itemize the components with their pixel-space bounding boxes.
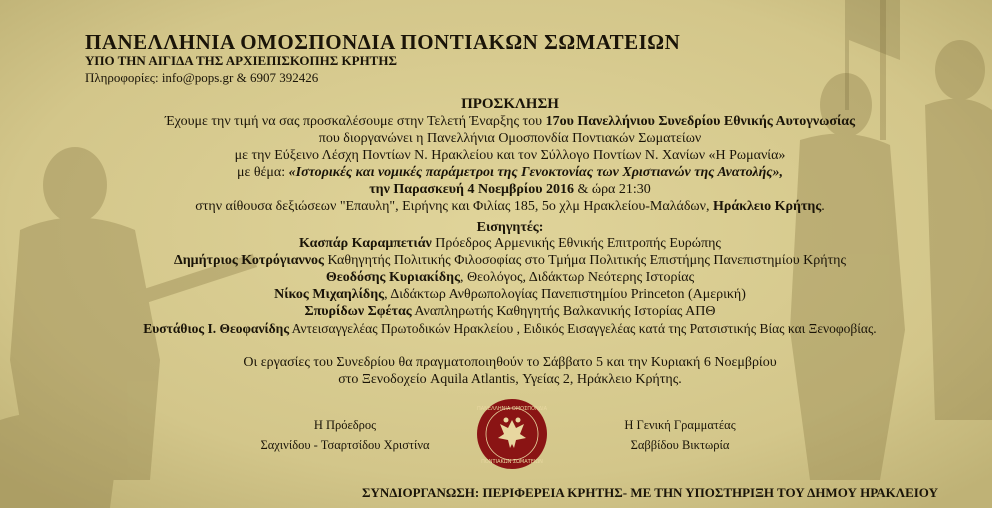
speaker-line	[150, 286, 870, 303]
event-date: την Παρασκευή 4 Νοεμβρίου 2016	[369, 182, 574, 197]
federation-title: ΠΑΝΕΛΛΗΝΙΑ ΟΜΟΣΠΟΝΔΙΑ ΠΟΝΤΙΑΚΩΝ ΣΩΜΑΤΕΙΩΝ	[85, 30, 681, 54]
federation-subtitle: ΥΠΟ ΤΗΝ ΑΙΓΙΔΑ ΤΗΣ ΑΡΧΙΕΠΙΣΚΟΠΗΣ ΚΡΗΤΗΣ	[85, 53, 397, 68]
invitation-line-1	[150, 113, 870, 130]
speaker-role: Πρόεδρος Αρμενικής Εθνικής Επιτροπής Ευρώπης	[431, 236, 721, 251]
invitation-line-3: με την Εύξεινο Λέσχη Ποντίων Ν. Ηρακλείου και τον Σύλλογο Ποντίων Ν. Χανίων «Η Ρωμανία»	[234, 148, 786, 163]
speaker-name: Σπυρίδων Σφέτας	[304, 304, 412, 319]
speaker-role: Αναπληρωτής Καθηγητής Βαλκανικής Ιστορίας ΑΠΘ	[411, 304, 716, 319]
invitation-line-2: που διοργανώνει η Πανελλήνια Ομοσπονδία Ποντιακών Σωματείων	[318, 131, 702, 146]
invitation-line-5	[150, 181, 870, 198]
speaker-role: Καθηγητής Πολιτικής Φιλοσοφίας στο Τμήμα Πολιτικής Επιστήμης Πανεπιστημίου Κρήτης	[323, 253, 847, 268]
theme-label: με θέμα:	[236, 165, 289, 180]
contact-info: Πληροφορίες: info@pops.gr & 6907 392426	[85, 70, 319, 85]
speaker-line	[150, 235, 870, 252]
speaker-role: , Διδάκτωρ Ανθρωπολογίας Πανεπιστημίου Princeton (Αμερική)	[384, 287, 746, 302]
speaker-name: Θεοδόσης Κυριακίδης	[325, 270, 460, 285]
schedule-line-2: στο Ξενοδοχείο Aquila Atlantis, Υγείας 2, Ηράκλειο Κρήτης.	[338, 372, 682, 387]
president-name: Σαχινίδου - Τσαρτσίδου Χριστίνα	[260, 438, 430, 452]
speakers-heading: Εισηγητές:	[476, 220, 544, 235]
svg-text:ΠΑΝΕΛΛΗΝΙΑ ΟΜΟΣΠΟΝΔΙΑ: ΠΑΝΕΛΛΗΝΙΑ ΟΜΟΣΠΟΝΔΙΑ	[477, 406, 547, 412]
speaker-name: Δημήτριος Κοτρόγιαννος	[173, 253, 324, 268]
svg-text:ΠΟΝΤΙΑΚΩΝ ΣΩΜΑΤΕΙΩΝ: ΠΟΝΤΙΑΚΩΝ ΣΩΜΑΤΕΙΩΝ	[481, 459, 543, 465]
secretary-title: Η Γενική Γραμματέας	[624, 418, 736, 432]
invitation-line-4	[150, 164, 870, 181]
speaker-line	[150, 269, 870, 286]
congress-name: 17ου Πανελλήνιου Συνεδρίου Εθνικής Αυτογνωσίας	[545, 114, 856, 129]
federation-seal	[476, 398, 548, 470]
speaker-name: Ευστάθιος Ι. Θεοφανίδης	[143, 321, 290, 336]
theme-title: «Ιστορικές και νομικές παράμετροι της Γενοκτονίας των Χριστιανών της Ανατολής»,	[288, 165, 784, 180]
invitation-line-6	[150, 198, 870, 215]
speaker-line	[60, 320, 960, 337]
event-time: & ώρα 21:30	[573, 182, 651, 197]
speaker-line	[150, 252, 870, 269]
speaker-line	[150, 303, 870, 320]
speaker-name: Κασπάρ Καραμπετιάν	[299, 236, 432, 251]
co-organization-footer: ΣΥΝΔΙΟΡΓΑΝΩΣΗ: ΠΕΡΙΦΕΡΕΙΑ ΚΡΗΤΗΣ- ΜΕ ΤΗΝ ΥΠΟΣΤΗΡΙΞΗ ΤΟΥ ΔΗΜΟΥ ΗΡΑΚΛΕΙΟΥ	[362, 485, 938, 500]
speaker-role: , Θεολόγος, Διδάκτωρ Νεότερης Ιστορίας	[460, 270, 695, 285]
invitation-heading: ΠΡΟΣΚΛΗΣΗ	[461, 96, 559, 112]
schedule-line-1: Οι εργασίες του Συνεδρίου θα πραγματοποιηθούν το Σάββατο 5 και την Κυριακή 6 Νοεμβρίου	[243, 355, 777, 370]
venue-period: .	[821, 199, 825, 214]
venue-text: στην αίθουσα δεξιώσεων "Επαυλη", Ειρήνης και Φιλίας 185, 5ο χλμ Ηρακλείου-Μαλάδων,	[195, 199, 713, 214]
president-title: Η Πρόεδρος	[313, 418, 377, 432]
venue-city: Ηράκλειο Κρήτης	[712, 199, 822, 214]
speaker-role: Αντεισαγγελέας Πρωτοδικών Ηρακλείου , Ειδικός Εισαγγελέας κατά της Ρατσιστικής Βίας και Ξενοφοβίας.	[289, 321, 877, 336]
speaker-name: Νίκος Μιχαηλίδης	[274, 287, 385, 302]
invitation-line-1-text: Έχουμε την τιμή να σας προσκαλέσουμε στην Τελετή Έναρξης του	[164, 114, 546, 129]
secretary-name: Σαββίδου Βικτωρία	[630, 438, 730, 452]
